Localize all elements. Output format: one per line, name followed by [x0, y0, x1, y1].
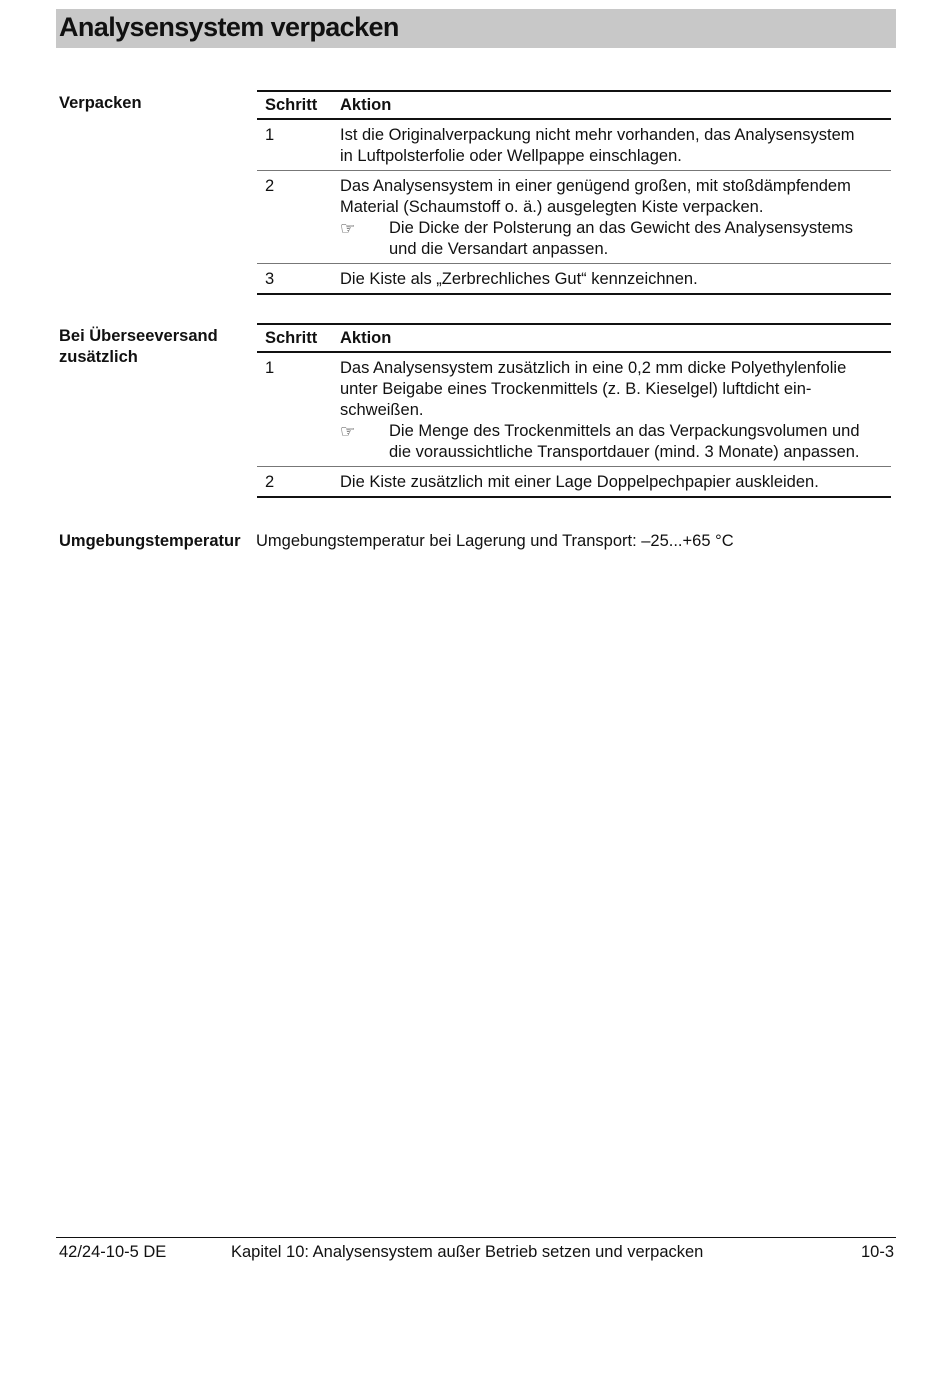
hint-line: Die Dicke der Polsterung an das Gewicht des Analysensystems [389, 219, 854, 237]
step-number: 1 [257, 352, 334, 467]
hint-line: und die Versandart anpassen. [389, 240, 609, 258]
action-line: Das Analysensystem zusätzlich in eine 0,2 mm dicke Polyethylenfolie [340, 359, 847, 377]
step-action [334, 264, 892, 295]
page-title: Analysensystem verpacken [59, 12, 399, 42]
action-line: schweißen. [340, 401, 424, 419]
step-number: 1 [257, 119, 334, 171]
step-number: 2 [257, 171, 334, 264]
footer-chapter: Kapitel 10: Analysensystem außer Betrieb setzen und verpacken [231, 1243, 704, 1261]
action-line: unter Beigabe eines Trockenmittels (z. B. Kieselgel) luftdicht ein- [340, 380, 812, 398]
section-label-temperature: Umgebungstemperatur [59, 532, 241, 550]
page-title-bar [56, 9, 896, 48]
column-header-step: Schritt [257, 91, 334, 119]
pointing-hand-icon: ☞ [340, 219, 356, 238]
table-row [257, 264, 891, 295]
section-label-line: Bei Überseeversand [59, 327, 218, 345]
section-label-overseas [59, 326, 218, 368]
table-row [257, 467, 891, 498]
step-action [334, 119, 892, 171]
column-header-step: Schritt [257, 324, 334, 352]
action-line: Das Analysensystem in einer genügend großen, mit stoßdämpfendem [340, 177, 851, 195]
action-line: Die Kiste zusätzlich mit einer Lage Doppelpechpapier auskleiden. [340, 473, 819, 491]
step-action [334, 467, 892, 498]
temperature-text: Umgebungstemperatur bei Lagerung und Transport: –25...+65 °C [256, 532, 734, 550]
table-header-row [257, 324, 891, 352]
footer-divider [56, 1237, 896, 1238]
footer-doc-id: 42/24-10-5 DE [59, 1243, 167, 1261]
hint-line: Die Menge des Trockenmittels an das Verpackungsvolumen und [389, 422, 860, 440]
overseas-steps-table [257, 323, 891, 498]
column-header-action: Aktion [334, 91, 892, 119]
table-row [257, 352, 891, 467]
column-header-action: Aktion [334, 324, 892, 352]
step-number: 3 [257, 264, 334, 295]
action-line: in Luftpolsterfolie oder Wellpappe einschlagen. [340, 147, 682, 165]
action-line: Die Kiste als „Zerbrechliches Gut“ kennzeichnen. [340, 270, 698, 288]
section-label-line: zusätzlich [59, 348, 138, 366]
hint-line: die voraussichtliche Transportdauer (mind. 3 Monate) anpassen. [389, 443, 860, 461]
table-header-row [257, 91, 891, 119]
step-number: 2 [257, 467, 334, 498]
hint-note [340, 218, 891, 260]
pointing-hand-icon: ☞ [340, 422, 356, 441]
packing-steps-table [257, 90, 891, 295]
step-action [334, 352, 892, 467]
action-line: Ist die Originalverpackung nicht mehr vorhanden, das Analysensystem [340, 126, 855, 144]
section-label-packing: Verpacken [59, 94, 142, 112]
table-row [257, 171, 891, 264]
step-action [334, 171, 892, 264]
table-row [257, 119, 891, 171]
action-line: Material (Schaumstoff o. ä.) ausgelegten Kiste verpacken. [340, 198, 764, 216]
hint-note [340, 421, 891, 463]
footer-page-number: 10-3 [860, 1243, 894, 1261]
